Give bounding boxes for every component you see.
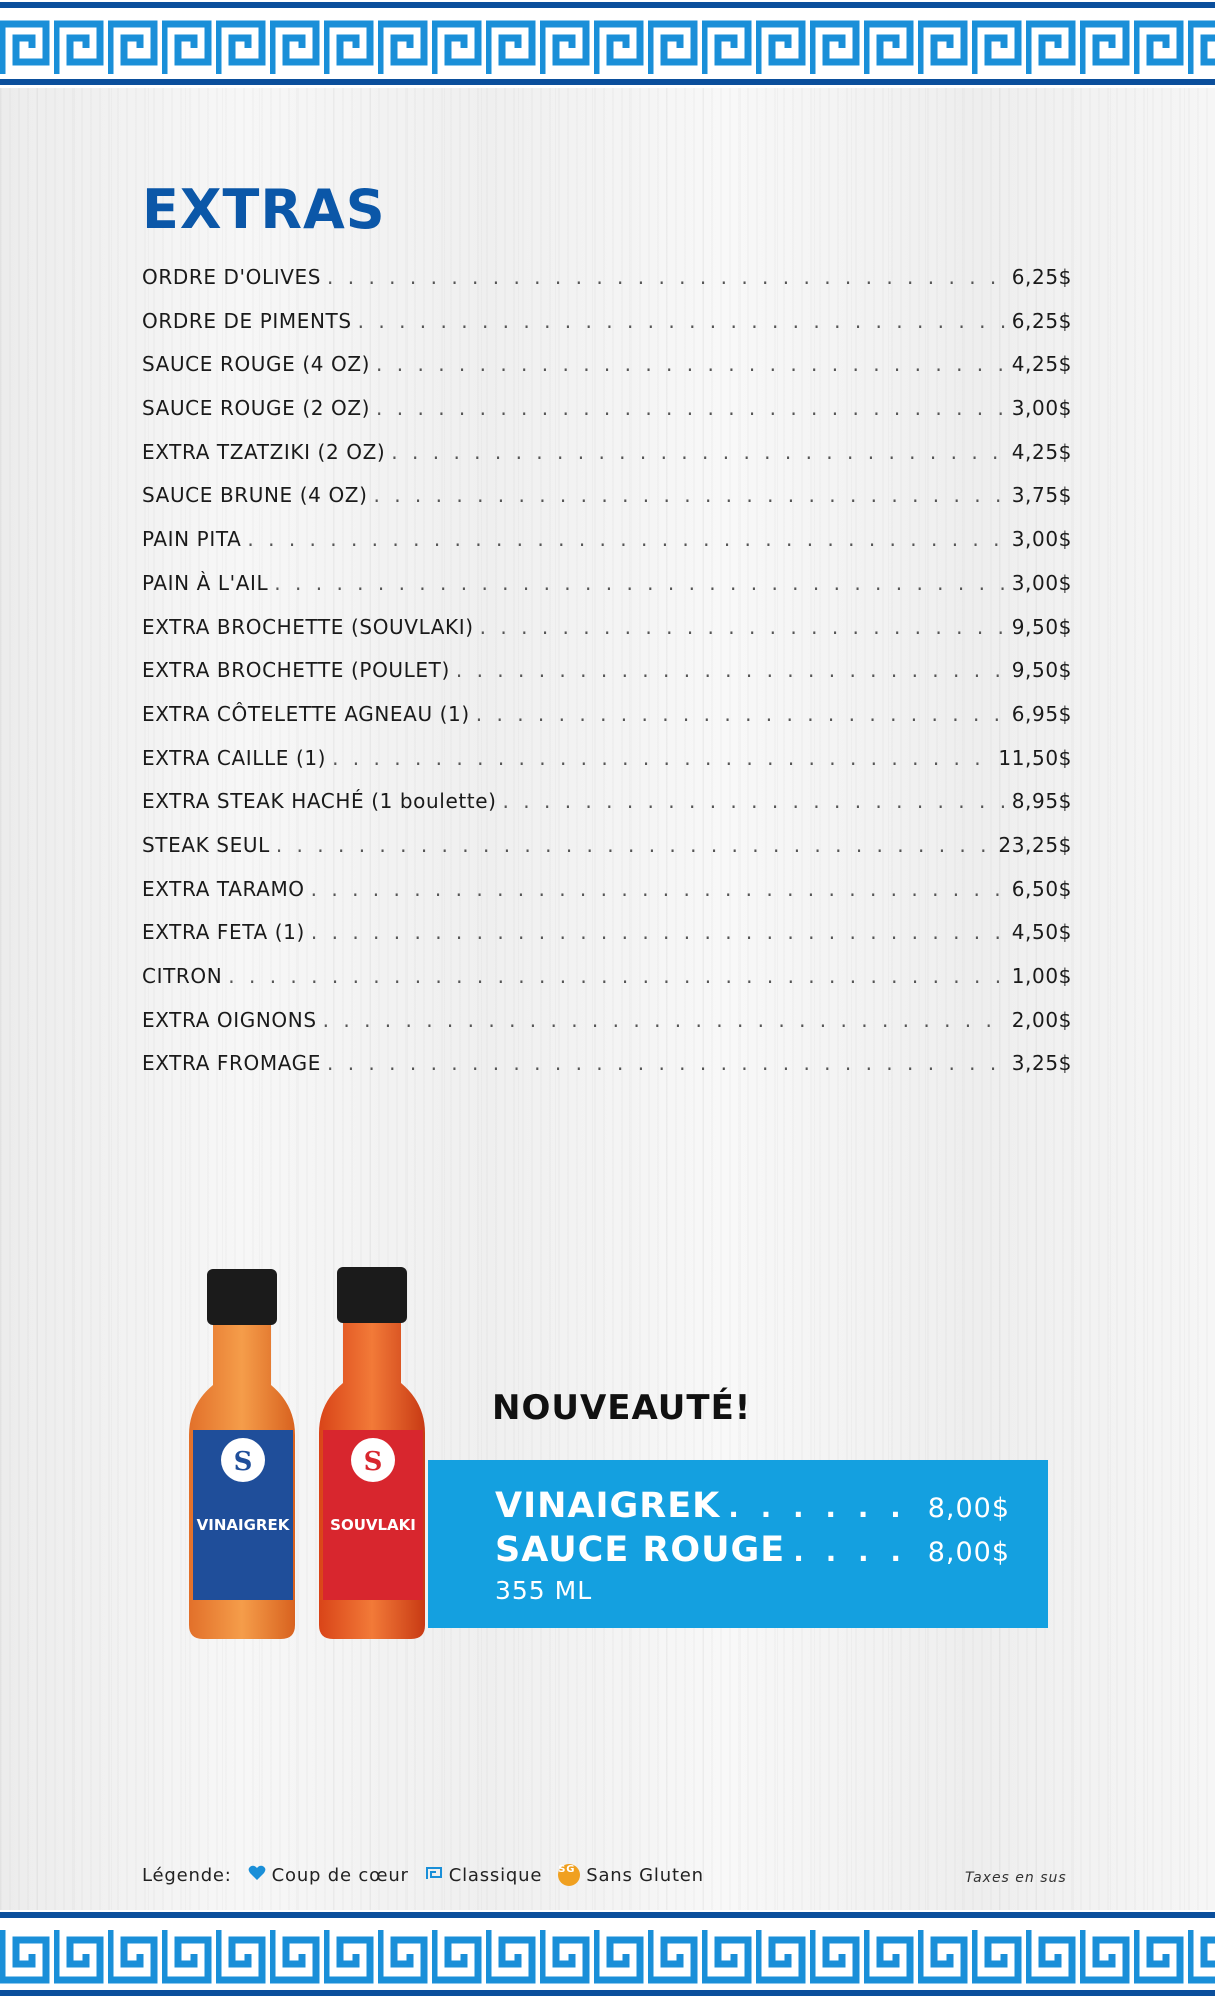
menu-item xyxy=(142,309,1072,353)
menu-item-name: SAUCE BRUNE (4 OZ) xyxy=(142,483,368,508)
menu-item-name: ORDRE DE PIMENTS xyxy=(142,308,352,333)
svg-text:SOUVLAKI: SOUVLAKI xyxy=(330,1516,416,1534)
souvlaki-bottle xyxy=(319,1267,425,1639)
dot-leader xyxy=(728,1491,919,1524)
dot-leader xyxy=(480,615,1006,639)
svg-text:VINAIGREK: VINAIGREK xyxy=(196,1516,290,1534)
dot-leader xyxy=(476,702,1006,726)
menu-item-name: EXTRA STEAK HACHÉ (1 boulette) xyxy=(142,789,497,814)
dot-leader xyxy=(376,396,1006,420)
dot-leader xyxy=(376,352,1006,376)
menu-item-name: EXTRA FROMAGE xyxy=(142,1051,321,1076)
menu-item-name: STEAK SEUL xyxy=(142,832,270,857)
menu-item xyxy=(142,658,1072,702)
dot-leader xyxy=(311,877,1006,901)
menu-item-name: EXTRA CÔTELETTE AGNEAU (1) xyxy=(142,701,470,726)
legend-item-gluten-free xyxy=(558,1864,704,1886)
legend-item-favorite xyxy=(248,1865,409,1886)
promo-product-price: 8,00$ xyxy=(927,1537,1010,1568)
menu-item xyxy=(142,1008,1072,1052)
dot-leader xyxy=(274,571,1005,595)
menu-item xyxy=(142,352,1072,396)
menu-item xyxy=(142,615,1072,659)
svg-text:S: S xyxy=(233,1447,253,1477)
menu-item-price: 3,00$ xyxy=(1011,396,1072,421)
promo-product-name: VINAIGREK xyxy=(495,1486,721,1526)
dot-leader xyxy=(456,658,1006,682)
section-title: EXTRAS xyxy=(142,178,386,241)
menu-item xyxy=(142,1051,1072,1095)
menu-item-name: EXTRA TARAMO xyxy=(142,876,305,901)
dot-leader xyxy=(323,1008,1006,1032)
menu-item-price: 6,50$ xyxy=(1011,876,1072,901)
menu-item-name: EXTRA FETA (1) xyxy=(142,920,305,945)
legend-item-text: Classique xyxy=(448,1864,543,1886)
promo-row-sauce-rouge xyxy=(495,1530,1010,1570)
menu-item-price: 23,25$ xyxy=(998,832,1072,857)
menu-item-price: 6,25$ xyxy=(1011,308,1072,333)
promo-product-name: SAUCE ROUGE xyxy=(495,1530,786,1570)
promo-box xyxy=(428,1460,1048,1628)
dot-leader xyxy=(503,789,1006,813)
menu-item-price: 11,50$ xyxy=(998,745,1072,770)
menu-item xyxy=(142,746,1072,790)
menu-item xyxy=(142,833,1072,877)
menu-item-price: 3,25$ xyxy=(1011,1051,1072,1076)
menu-item-price: 4,50$ xyxy=(1011,920,1072,945)
menu-item xyxy=(142,440,1072,484)
dot-leader xyxy=(327,265,1006,289)
legend xyxy=(142,1864,704,1886)
menu-item-name: ORDRE D'OLIVES xyxy=(142,265,322,289)
menu-item-price: 3,00$ xyxy=(1011,527,1072,552)
legend-item-text: Coup de cœur xyxy=(271,1864,409,1886)
dot-leader xyxy=(327,1051,1006,1075)
menu-item xyxy=(142,527,1072,571)
dot-leader xyxy=(374,483,1006,507)
dot-leader xyxy=(391,440,1005,464)
svg-text:S: S xyxy=(363,1447,383,1477)
menu-item-name: PAIN À L'AIL xyxy=(142,570,269,595)
classic-icon xyxy=(425,1865,443,1886)
promo-row-vinaigrek xyxy=(495,1486,1010,1526)
dot-leader xyxy=(311,920,1006,944)
menu-item-price: 3,75$ xyxy=(1011,483,1072,508)
top-greek-key-border xyxy=(0,0,1215,88)
new-product-heading: NOUVEAUTÉ! xyxy=(492,1388,752,1428)
menu-item xyxy=(142,789,1072,833)
legend-item-classic xyxy=(425,1865,542,1886)
dot-leader xyxy=(793,1535,920,1568)
menu-item-price: 1,00$ xyxy=(1011,964,1072,988)
gluten-free-icon: SG xyxy=(558,1864,580,1886)
menu-item-price: 4,25$ xyxy=(1011,352,1072,377)
extras-menu-list xyxy=(142,265,1072,1095)
menu-item xyxy=(142,877,1072,921)
menu-item-name: SAUCE ROUGE (2 OZ) xyxy=(142,396,371,421)
menu-item xyxy=(142,964,1072,1008)
dot-leader xyxy=(247,527,1005,551)
menu-item-name: EXTRA BROCHETTE (SOUVLAKI) xyxy=(142,614,474,639)
menu-item-price: 2,00$ xyxy=(1011,1007,1072,1032)
menu-item-name: PAIN PITA xyxy=(142,527,242,552)
dot-leader xyxy=(228,964,1005,988)
menu-item-price: 9,50$ xyxy=(1011,614,1072,639)
menu-item-name: EXTRA CAILLE (1) xyxy=(142,745,327,770)
menu-item xyxy=(142,702,1072,746)
menu-item-price: 3,00$ xyxy=(1011,570,1072,595)
menu-item-name: EXTRA OIGNONS xyxy=(142,1007,317,1032)
menu-item-price: 6,25$ xyxy=(1011,265,1072,289)
menu-item-price: 4,25$ xyxy=(1011,439,1072,464)
sauce-bottles-image xyxy=(185,1265,435,1645)
bottom-greek-key-border xyxy=(0,1910,1215,2000)
menu-item xyxy=(142,920,1072,964)
menu-item-name: EXTRA BROCHETTE (POULET) xyxy=(142,658,450,683)
menu-item xyxy=(142,571,1072,615)
vinaigrek-bottle xyxy=(189,1269,295,1639)
menu-item-price: 8,95$ xyxy=(1011,789,1072,814)
heart-icon xyxy=(248,1865,266,1886)
dot-leader xyxy=(332,746,992,770)
menu-item xyxy=(142,265,1072,309)
dot-leader xyxy=(276,833,993,857)
taxes-note: Taxes en sus xyxy=(965,1870,1067,1886)
legend-item-text: Sans Gluten xyxy=(586,1864,704,1886)
menu-item-name: EXTRA TZATZIKI (2 OZ) xyxy=(142,439,386,464)
menu-item-name: SAUCE ROUGE (4 OZ) xyxy=(142,352,371,377)
menu-item-price: 9,50$ xyxy=(1011,658,1072,683)
menu-item xyxy=(142,396,1072,440)
dot-leader xyxy=(358,309,1006,333)
promo-size: 355 ML xyxy=(495,1576,593,1605)
menu-item-name: CITRON xyxy=(142,964,223,988)
legend-label: Légende: xyxy=(142,1864,232,1886)
promo-product-price: 8,00$ xyxy=(927,1493,1010,1524)
menu-item-price: 6,95$ xyxy=(1011,701,1072,726)
menu-item xyxy=(142,483,1072,527)
